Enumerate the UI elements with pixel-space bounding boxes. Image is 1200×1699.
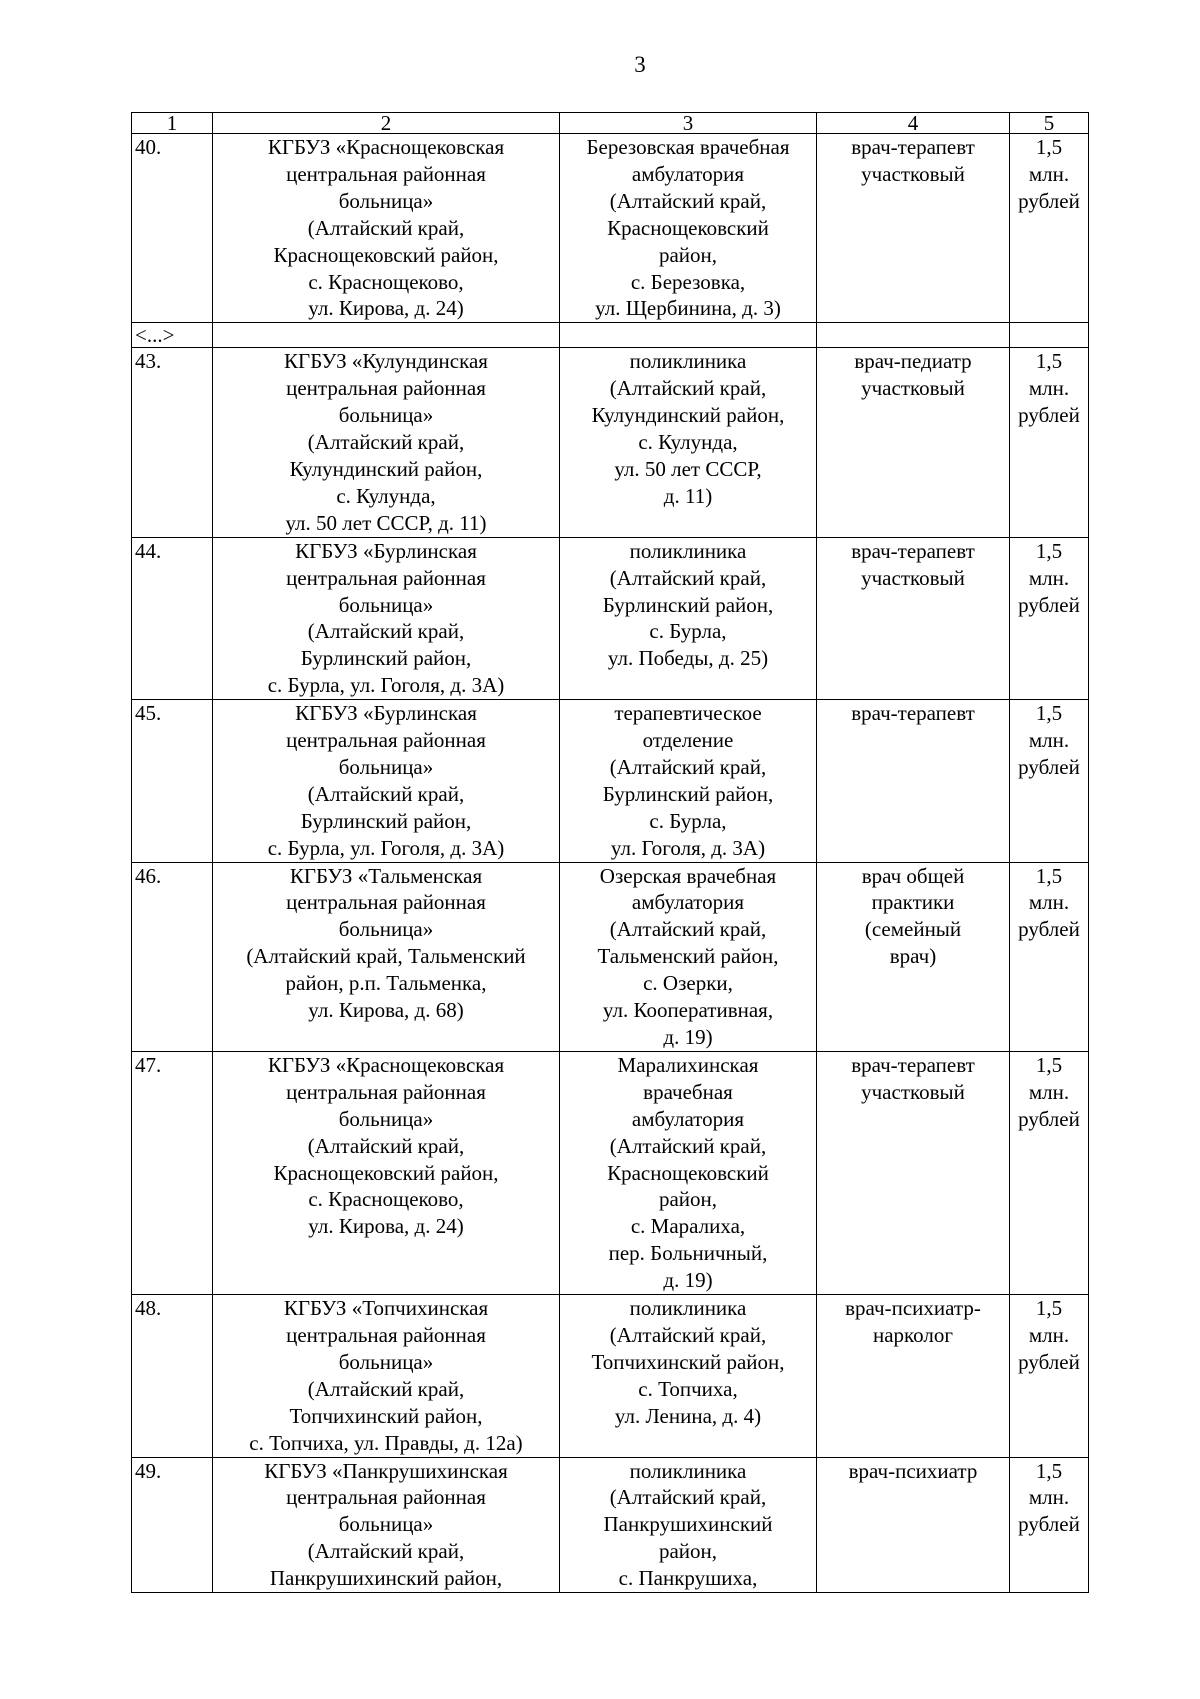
row-number: 40.: [132, 134, 213, 323]
workplace-cell: Березовская врачебная амбулатория (Алтайский край, Краснощековский район, с. Березовка, ул. Щербинина, д. 3): [560, 134, 817, 323]
position-cell: врач общей практики (семейный врач): [817, 862, 1010, 1051]
column-header: 2: [213, 113, 560, 134]
position-cell: врач-терапевт участковый: [817, 134, 1010, 323]
table-row: [132, 700, 1089, 862]
organization-cell: КГБУЗ «Кулундинская центральная районная больница» (Алтайский край, Кулундинский район, с. Кулунда, ул. 50 лет СССР, д. 11): [213, 348, 560, 537]
position-cell: врач-психиатр- нарколог: [817, 1295, 1010, 1457]
workplace-cell: [560, 323, 817, 348]
position-cell: врач-терапевт: [817, 700, 1010, 862]
column-header: 4: [817, 113, 1010, 134]
workplace-cell: терапевтическое отделение (Алтайский край, Бурлинский район, с. Бурла, ул. Гоголя, д. 3А): [560, 700, 817, 862]
position-cell: врач-психиатр: [817, 1457, 1010, 1593]
column-header: 3: [560, 113, 817, 134]
amount-cell: 1,5 млн. рублей: [1010, 1457, 1089, 1593]
row-number: 47.: [132, 1051, 213, 1294]
amount-cell: 1,5 млн. рублей: [1010, 1051, 1089, 1294]
position-cell: [817, 323, 1010, 348]
table-row: [132, 1051, 1089, 1294]
organization-cell: КГБУЗ «Бурлинская центральная районная больница» (Алтайский край, Бурлинский район, с. Бурла, ул. Гоголя, д. 3А): [213, 700, 560, 862]
organization-cell: КГБУЗ «Краснощековская центральная районная больница» (Алтайский край, Краснощековский район, с. Краснощеково, ул. Кирова, д. 24): [213, 134, 560, 323]
amount-cell: 1,5 млн. рублей: [1010, 348, 1089, 537]
amount-cell: 1,5 млн. рублей: [1010, 134, 1089, 323]
table-row: [132, 348, 1089, 537]
position-cell: врач-терапевт участковый: [817, 1051, 1010, 1294]
table-row-omitted: [132, 323, 1089, 348]
amount-cell: 1,5 млн. рублей: [1010, 700, 1089, 862]
workplace-cell: поликлиника (Алтайский край, Топчихинский район, с. Топчиха, ул. Ленина, д. 4): [560, 1295, 817, 1457]
table-row: [132, 1295, 1089, 1457]
organization-cell: КГБУЗ «Топчихинская центральная районная больница» (Алтайский край, Топчихинский район, с. Топчиха, ул. Правды, д. 12а): [213, 1295, 560, 1457]
workplace-cell: поликлиника (Алтайский край, Панкрушихинский район, с. Панкрушиха,: [560, 1457, 817, 1593]
row-number: 45.: [132, 700, 213, 862]
vacancy-table: [131, 112, 1089, 1593]
organization-cell: [213, 323, 560, 348]
amount-cell: 1,5 млн. рублей: [1010, 537, 1089, 699]
table-row: [132, 1457, 1089, 1593]
page-number: 3: [634, 52, 646, 77]
organization-cell: КГБУЗ «Панкрушихинская центральная районная больница» (Алтайский край, Панкрушихинский район,: [213, 1457, 560, 1593]
position-cell: врач-терапевт участковый: [817, 537, 1010, 699]
column-header: 5: [1010, 113, 1089, 134]
table-header-row: [132, 113, 1089, 134]
row-number: 44.: [132, 537, 213, 699]
organization-cell: КГБУЗ «Тальменская центральная районная больница» (Алтайский край, Тальменский район, р.п. Тальменка, ул. Кирова, д. 68): [213, 862, 560, 1051]
organization-cell: КГБУЗ «Краснощековская центральная районная больница» (Алтайский край, Краснощековский район, с. Краснощеково, ул. Кирова, д. 24): [213, 1051, 560, 1294]
organization-cell: КГБУЗ «Бурлинская центральная районная больница» (Алтайский край, Бурлинский район, с. Бурла, ул. Гоголя, д. 3А): [213, 537, 560, 699]
column-header: 1: [132, 113, 213, 134]
amount-cell: [1010, 323, 1089, 348]
position-cell: врач-педиатр участковый: [817, 348, 1010, 537]
table-row: [132, 537, 1089, 699]
row-number: 49.: [132, 1457, 213, 1593]
amount-cell: 1,5 млн. рублей: [1010, 862, 1089, 1051]
workplace-cell: Озерская врачебная амбулатория (Алтайский край, Тальменский район, с. Озерки, ул. Кооперативная, д. 19): [560, 862, 817, 1051]
row-number: <...>: [132, 323, 213, 348]
row-number: 46.: [132, 862, 213, 1051]
row-number: 43.: [132, 348, 213, 537]
row-number: 48.: [132, 1295, 213, 1457]
workplace-cell: поликлиника (Алтайский край, Бурлинский район, с. Бурла, ул. Победы, д. 25): [560, 537, 817, 699]
table-row: [132, 134, 1089, 323]
amount-cell: 1,5 млн. рублей: [1010, 1295, 1089, 1457]
table-row: [132, 862, 1089, 1051]
workplace-cell: Маралихинская врачебная амбулатория (Алтайский край, Краснощековский район, с. Маралиха, пер. Больничный, д. 19): [560, 1051, 817, 1294]
workplace-cell: поликлиника (Алтайский край, Кулундинский район, с. Кулунда, ул. 50 лет СССР, д. 11): [560, 348, 817, 537]
